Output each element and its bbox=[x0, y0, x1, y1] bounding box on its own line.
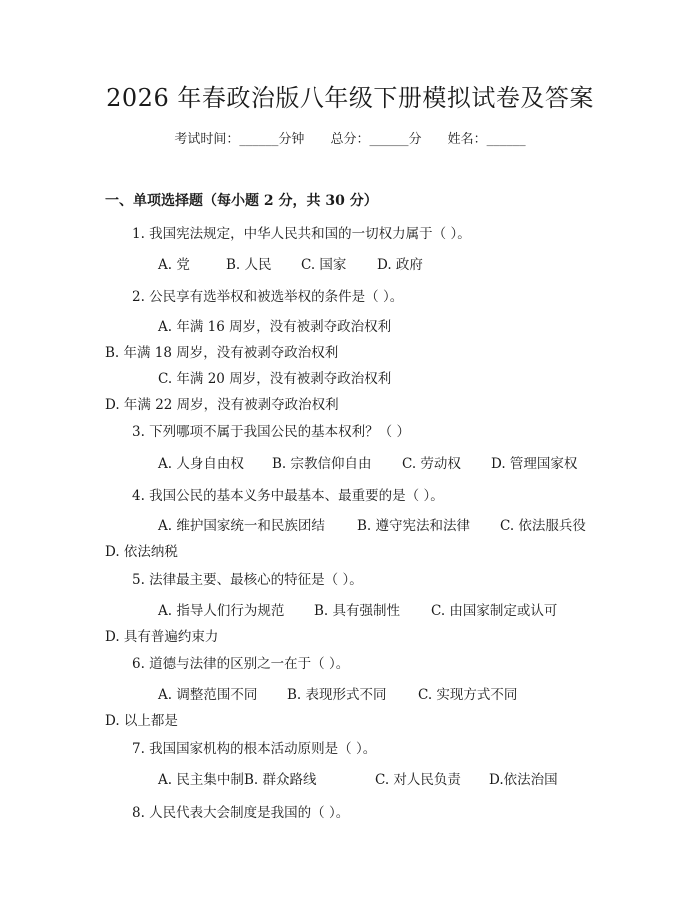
question-7-options bbox=[158, 769, 558, 791]
option-c: C. 国家 bbox=[301, 257, 347, 273]
exam-time-field: 考试时间：______分钟 bbox=[174, 132, 305, 147]
option-d: D. 年满 22 周岁，没有被剥夺政治权利 bbox=[105, 397, 339, 413]
option-c: C. 年满 20 周岁，没有被剥夺政治权利 bbox=[158, 371, 392, 387]
question-2-options-row-1 bbox=[105, 314, 600, 366]
question-8-stem: 8. 人民代表大会制度是我国的（ ）。 bbox=[132, 805, 350, 821]
option-d: D. 政府 bbox=[377, 257, 423, 273]
option-a: A. 指导人们行为规范 bbox=[158, 603, 285, 619]
exam-title: 2026 年春政治版八年级下册模拟试卷及答案 bbox=[106, 84, 594, 112]
option-b: B. 年满 18 周岁，没有被剥夺政治权利 bbox=[105, 345, 339, 361]
option-b: B. 人民 bbox=[226, 257, 272, 273]
option-a: A. 调整范围不同 bbox=[158, 687, 258, 703]
section-heading-single-choice: 一、单项选择题（每小题 2 分，共 30 分） bbox=[105, 193, 378, 209]
question-6-stem: 6. 道德与法律的区别之一在于（ ）。 bbox=[132, 656, 350, 672]
question-1-options bbox=[158, 254, 423, 276]
option-d: D. 管理国家权 bbox=[491, 456, 578, 472]
student-name-field: 姓名：______ bbox=[447, 132, 526, 147]
question-5-options bbox=[105, 598, 600, 650]
option-b: B. 遵守宪法和法律 bbox=[357, 518, 471, 534]
exam-meta bbox=[0, 129, 700, 151]
option-a: A. 维护国家统一和民族团结 bbox=[158, 518, 325, 534]
option-a: A. 民主集中制 bbox=[158, 772, 244, 788]
option-b: B. 表现形式不同 bbox=[287, 687, 387, 703]
option-b: B. 具有强制性 bbox=[314, 603, 401, 619]
question-3-options bbox=[158, 453, 577, 475]
question-3-stem: 3. 下列哪项不属于我国公民的基本权利？（ ） bbox=[132, 424, 410, 440]
question-2-stem: 2. 公民享有选举权和被选举权的条件是（ ）。 bbox=[132, 289, 404, 305]
option-d: D. 依法纳税 bbox=[105, 544, 178, 560]
exam-score-field: 总分：______分 bbox=[330, 132, 422, 147]
question-2-options-row-2 bbox=[105, 366, 600, 418]
option-c: C. 由国家制定或认可 bbox=[431, 603, 558, 619]
question-1-stem: 1. 我国宪法规定，中华人民共和国的一切权力属于（ ）。 bbox=[132, 226, 471, 242]
question-4-options bbox=[105, 513, 600, 565]
question-4-stem: 4. 我国公民的基本义务中最基本、最重要的是（ ）。 bbox=[132, 488, 444, 504]
option-a: A. 党 bbox=[158, 257, 190, 273]
option-d: D. 以上都是 bbox=[105, 713, 178, 729]
option-c: C. 依法服兵役 bbox=[500, 518, 586, 534]
question-6-options bbox=[105, 682, 600, 734]
option-b: B. 宗教信仰自由 bbox=[272, 456, 372, 472]
option-c: C. 实现方式不同 bbox=[418, 687, 518, 703]
option-b: B. 群众路线 bbox=[244, 772, 317, 788]
option-a: A. 人身自由权 bbox=[158, 456, 244, 472]
question-5-stem: 5. 法律最主要、最核心的特征是（ ）。 bbox=[132, 572, 363, 588]
option-a: A. 年满 16 周岁，没有被剥夺政治权利 bbox=[158, 319, 392, 335]
question-7-stem: 7. 我国国家机构的根本活动原则是（ ）。 bbox=[132, 741, 377, 757]
option-d: D.依法治国 bbox=[489, 772, 558, 788]
option-c: C. 劳动权 bbox=[402, 456, 461, 472]
option-d: D. 具有普遍约束力 bbox=[105, 629, 219, 645]
option-c: C. 对人民负责 bbox=[375, 772, 461, 788]
